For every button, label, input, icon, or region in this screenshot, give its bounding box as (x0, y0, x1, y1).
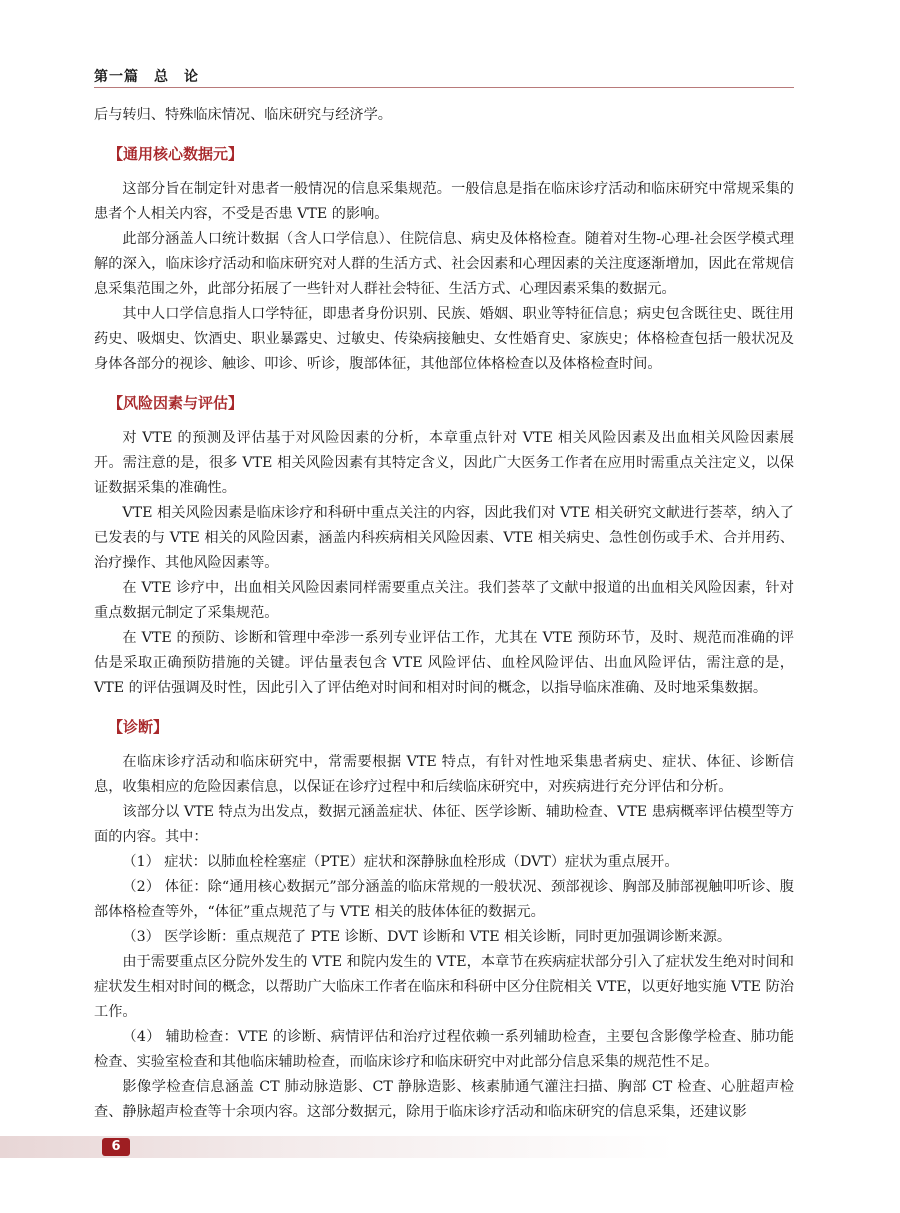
running-header: 第一篇 总 论 (94, 69, 199, 85)
footer-band (0, 1136, 900, 1158)
paragraph: 该部分以 VTE 特点为出发点，数据元涵盖症状、体征、医学诊断、辅助检查、VTE 患病概率评估模型等方面的内容。其中： (94, 804, 794, 845)
list-item: （2） 体征：除“通用核心数据元”部分涵盖的临床常规的一般状况、颈部视诊、胸部及肺部视触叩听诊、腹部体格检查等外，“体征”重点规范了与 VTE 相关的肢体体征的数据元。 (94, 879, 794, 920)
paragraph: 此部分涵盖人口统计数据（含人口学信息）、住院信息、病史及体格检查。随着对生物-心理-社会医学模式理解的深入，临床诊疗活动和临床研究对人群的生活方式、社会因素和心理因素的关注度逐渐增加，因此在常规信息采集范围之外，此部分拓展了一些针对人群社会特征、生活方式、心理因素采集的数据元。 (94, 231, 794, 297)
paragraph: 由于需要重点区分院外发生的 VTE 和院内发生的 VTE，本章节在疾病症状部分引入了症状发生绝对时间和症状发生相对时间的概念，以帮助广大临床工作者在临床和科研中区分住院相关 VTE，以更好地实施 VTE 防治工作。 (94, 954, 794, 1020)
paragraph: 在 VTE 诊疗中，出血相关风险因素同样需要重点关注。我们荟萃了文献中报道的出血相关风险因素，针对重点数据元制定了采集规范。 (94, 580, 794, 621)
list-item: （4） 辅助检查：VTE 的诊断、病情评估和治疗过程依赖一系列辅助检查，主要包含影像学检查、肺功能检查、实验室检查和其他临床辅助检查，而临床诊疗和临床研究中对此部分信息采集的规范性不足。 (94, 1029, 794, 1070)
main-text (94, 103, 794, 1125)
paragraph: 对 VTE 的预测及评估基于对风险因素的分析，本章重点针对 VTE 相关风险因素及出血相关风险因素展开。需注意的是，很多 VTE 相关风险因素有其特定含义，因此广大医务工作者在应用时需重点关注定义，以保证数据采集的准确性。 (94, 430, 794, 496)
paragraph: 影像学检查信息涵盖 CT 肺动脉造影、CT 静脉造影、核素肺通气灌注扫描、胸部 CT 检查、心脏超声检查、静脉超声检查等十余项内容。这部分数据元，除用于临床诊疗活动和临床研究的信息采集，还建议影 (94, 1079, 794, 1120)
section-heading-risk-factors: 【风险因素与评估】 (108, 394, 244, 412)
list-item: （3） 医学诊断：重点规范了 PTE 诊断、DVT 诊断和 VTE 相关诊断，同时更加强调诊断来源。 (122, 929, 732, 945)
header-divider (94, 87, 794, 88)
paragraph: 这部分旨在制定针对患者一般情况的信息采集规范。一般信息是指在临床诊疗活动和临床研究中常规采集的患者个人相关内容，不受是否患 VTE 的影响。 (94, 181, 794, 222)
page-number: 6 (102, 1138, 130, 1156)
paragraph: VTE 相关风险因素是临床诊疗和科研中重点关注的内容，因此我们对 VTE 相关研究文献进行荟萃，纳入了已发表的与 VTE 相关的风险因素，涵盖内科疾病相关风险因素、VTE 相关病史、急性创伤或手术、合并用药、治疗操作、其他风险因素等。 (94, 505, 794, 571)
section-heading-core-data: 【通用核心数据元】 (108, 145, 244, 163)
paragraph: 在 VTE 的预防、诊断和管理中牵涉一系列专业评估工作，尤其在 VTE 预防环节，及时、规范而准确的评估是采取正确预防措施的关键。评估量表包含 VTE 风险评估、血栓风险评估、出血风险评估，需注意的是，VTE 的评估强调及时性，因此引入了评估绝对时间和相对时间的概念，以指导临床准确、及时地采集数据。 (94, 630, 794, 696)
list-item: （1） 症状：以肺血栓栓塞症（PTE）症状和深静脉血栓形成（DVT）症状为重点展开。 (122, 854, 679, 870)
section-heading-diagnosis: 【诊断】 (108, 718, 169, 736)
paragraph: 其中人口学信息指人口学特征，即患者身份识别、民族、婚姻、职业等特征信息；病史包含既往史、既往用药史、吸烟史、饮酒史、职业暴露史、过敏史、传染病接触史、女性婚育史、家族史；体格检查包括一般状况及身体各部分的视诊、触诊、叩诊、听诊，腹部体征，其他部位体格检查以及体格检查时间。 (94, 306, 794, 372)
paragraph: 后与转归、特殊临床情况、临床研究与经济学。 (94, 107, 392, 123)
paragraph: 在临床诊疗活动和临床研究中，常需要根据 VTE 特点，有针对性地采集患者病史、症状、体征、诊断信息，收集相应的危险因素信息，以保证在诊疗过程中和后续临床研究中，对疾病进行充分评估和分析。 (94, 754, 794, 795)
